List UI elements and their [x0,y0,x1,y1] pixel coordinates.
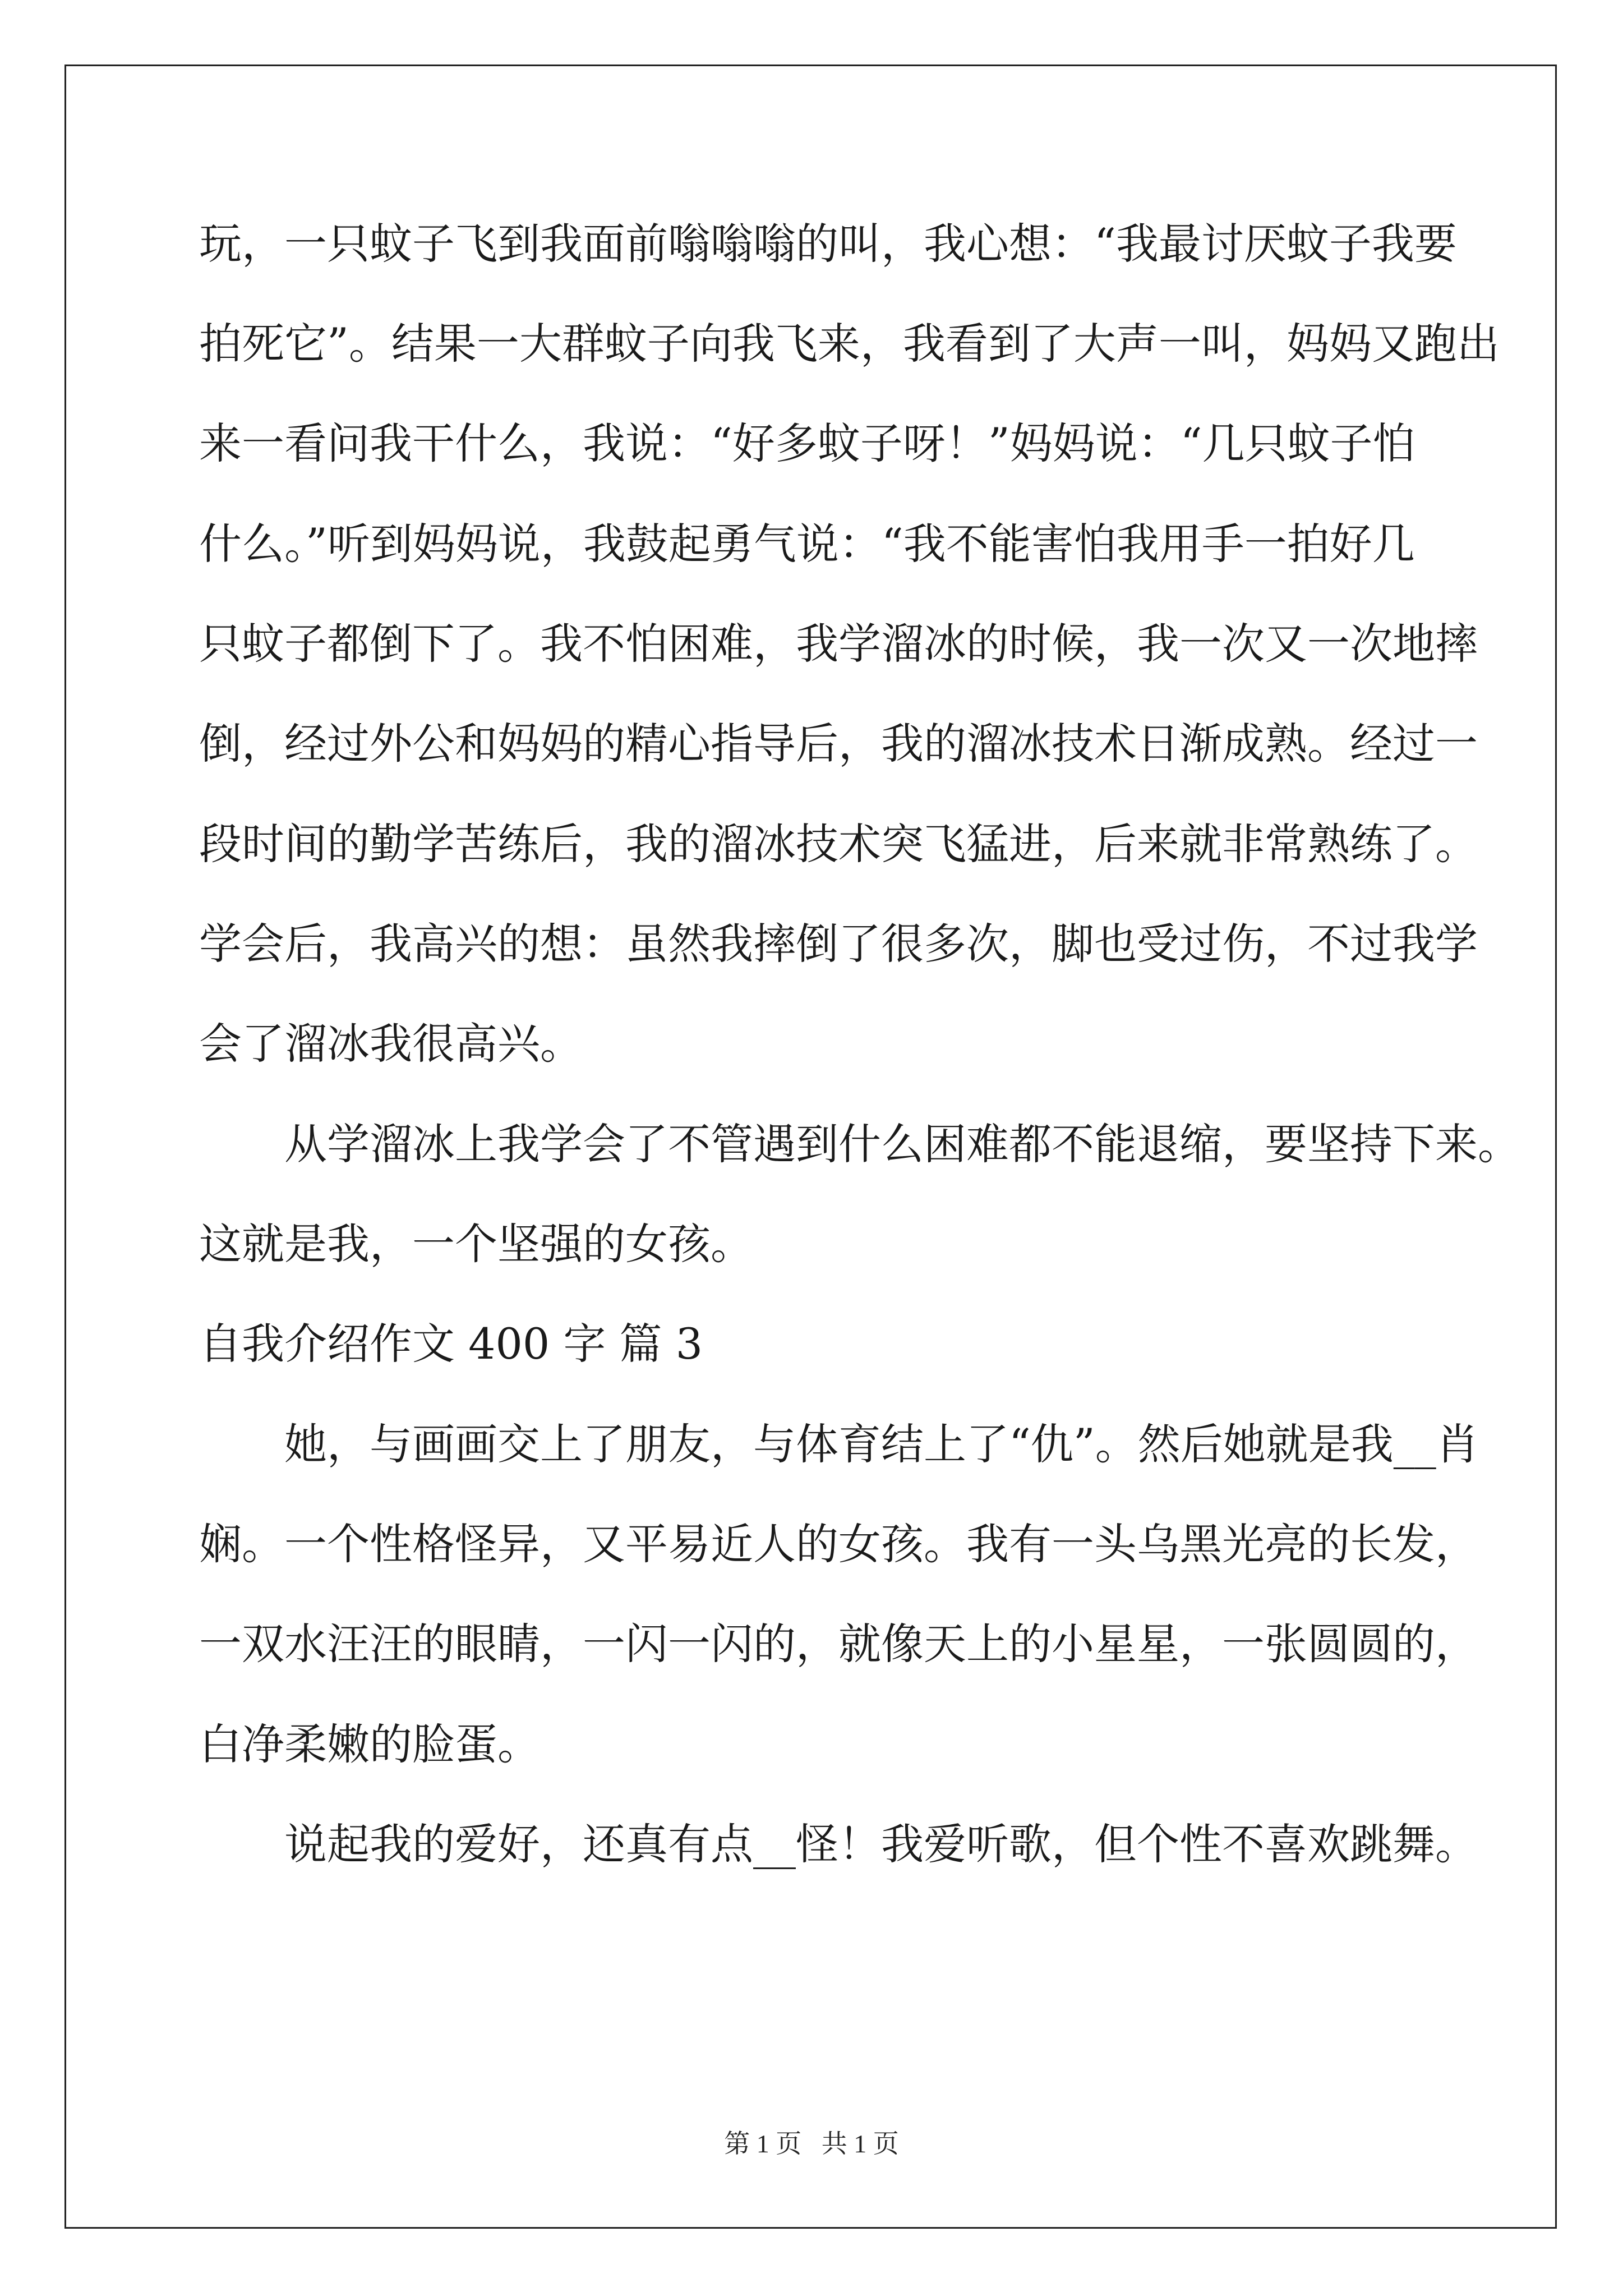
text-line: 学会后，我高兴的想：虽然我摔倒了很多次，脚也受过伤，不过我学 [199,919,1478,969]
text-line: 什么。”听到妈妈说，我鼓起勇气说：“我不能害怕我用手一拍好几 [199,519,1415,569]
text-line: 这就是我，一个坚强的女孩。 [199,1219,753,1269]
paragraph-start-line: 说起我的爱好，还真有点__怪！我爱听歌，但个性不喜欢跳舞。 [284,1819,1478,1869]
paragraph-start-line: 从学溜冰上我学会了不管遇到什么困难都不能退缩，要坚持下来。 [284,1119,1520,1169]
text-line: 玩，一只蚊子飞到我面前嗡嗡嗡的叫，我心想：“我最讨厌蚊子我要 [199,219,1457,269]
page-number: 第 1 页 [724,2129,802,2158]
text-line: 一双水汪汪的眼睛，一闪一闪的，就像天上的小星星，一张圆圆的， [199,1619,1478,1669]
text-line: 娴。一个性格怪异，又平易近人的女孩。我有一头乌黑光亮的长发， [199,1519,1478,1569]
text-line: 会了溜冰我很高兴。 [199,1019,583,1069]
text-line: 段时间的勤学苦练后，我的溜冰技术突飞猛进，后来就非常熟练了。 [199,819,1478,869]
text-line: 拍死它”。结果一大群蚊子向我飞来，我看到了大声一叫，妈妈又跑出 [199,319,1500,369]
section-heading: 自我介绍作文 400 字 篇 3 [199,1319,703,1369]
text-line: 来一看问我干什么，我说：“好多蚊子呀！”妈妈说：“几只蚊子怕 [199,418,1415,468]
text-line: 倒，经过外公和妈妈的精心指导后，我的溜冰技术日渐成熟。经过一 [199,719,1478,769]
paragraph-start-line: 她，与画画交上了朋友，与体育结上了“仇”。然后她就是我__肖 [284,1419,1479,1469]
page-count: 共 1 页 [821,2129,899,2158]
text-line: 只蚊子都倒下了。我不怕困难，我学溜冰的时候，我一次又一次地摔 [199,619,1478,669]
page-footer [0,2123,1623,2160]
text-line: 白净柔嫩的脸蛋。 [199,1719,540,1769]
